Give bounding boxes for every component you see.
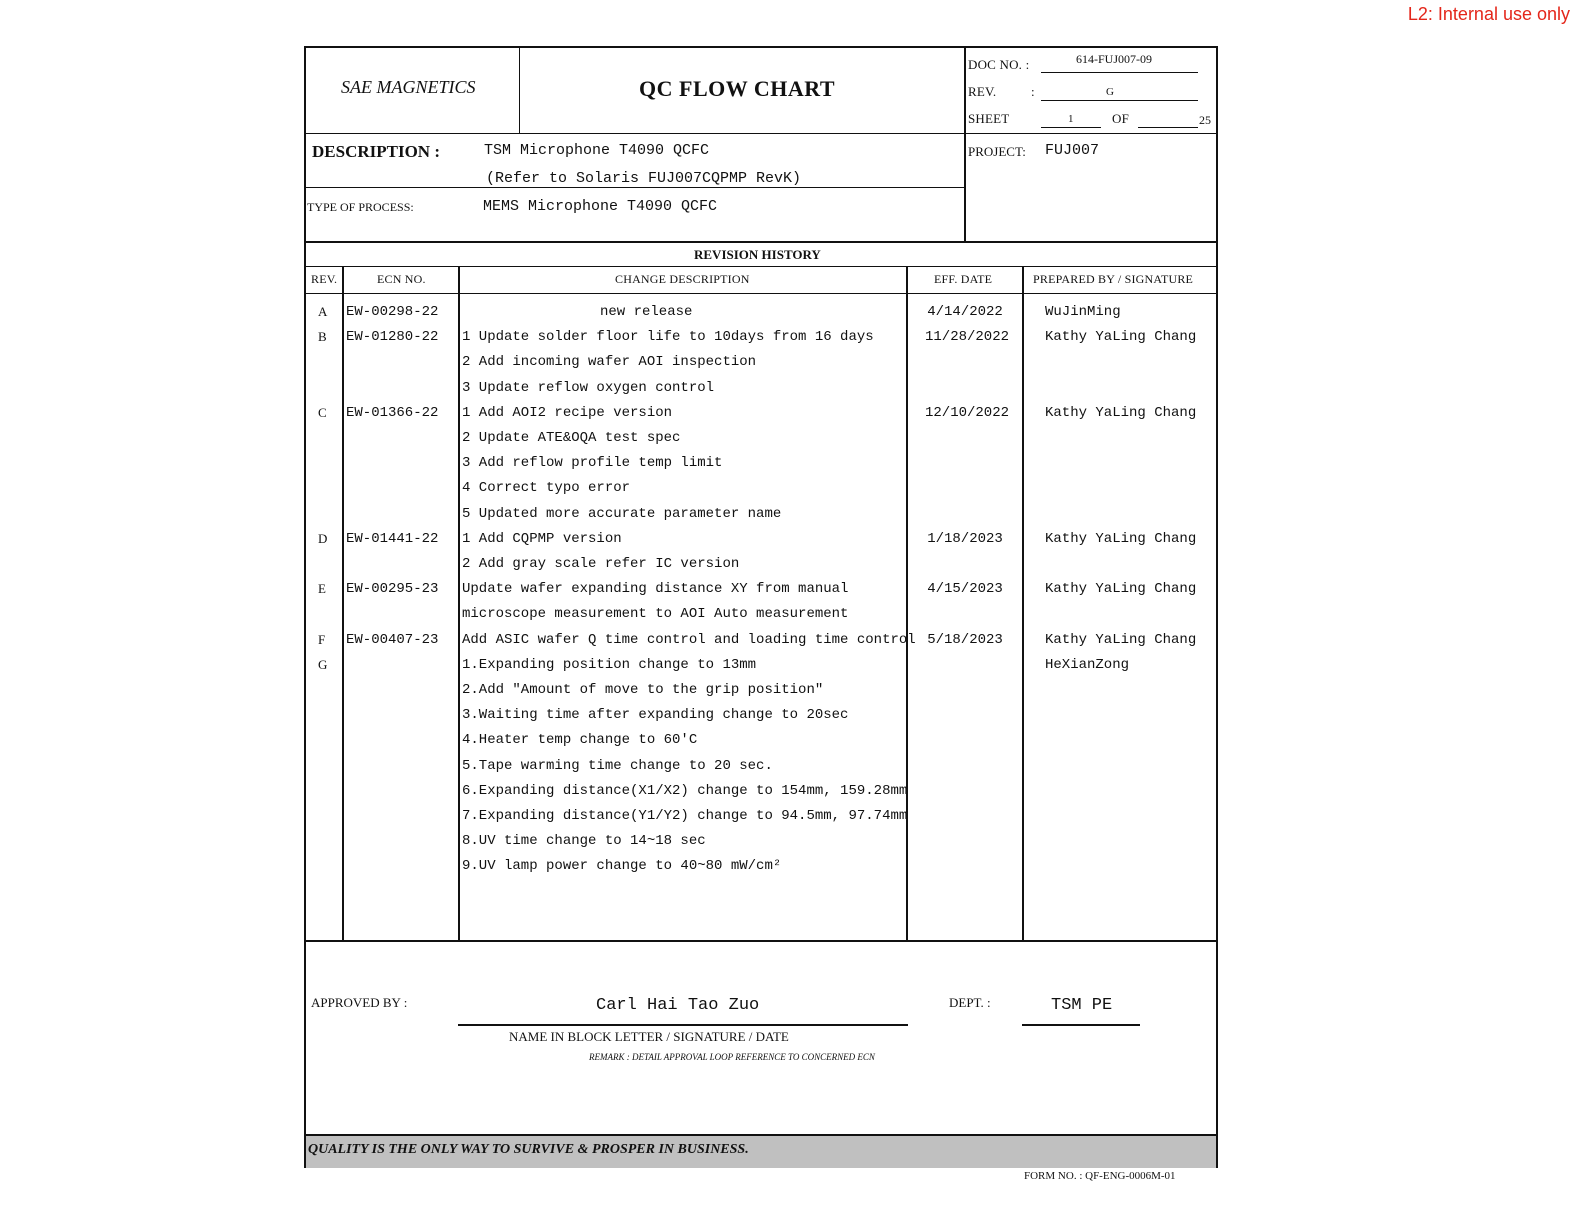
row-prepared-by: WuJinMing bbox=[1045, 304, 1121, 320]
doc-no-underline bbox=[1041, 72, 1198, 73]
header-divider-2 bbox=[964, 46, 966, 242]
col-header-prepared-by: PREPARED BY / SIGNATURE bbox=[1033, 272, 1194, 286]
description-line-1: TSM Microphone T4090 QCFC bbox=[484, 142, 710, 159]
row-change-description: 3 Update reflow oxygen control bbox=[462, 379, 715, 396]
row-ecn: EW-00407-23 bbox=[346, 631, 439, 648]
row-prepared-by: Kathy YaLing Chang bbox=[1045, 530, 1197, 547]
row-eff-date: 1/18/2023 bbox=[927, 530, 1003, 547]
row-prepared-by: HeXianZong bbox=[1045, 656, 1130, 673]
remark: REMARK : DETAIL APPROVAL LOOP REFERENCE TO CONCERNED ECN bbox=[589, 1052, 875, 1062]
col-header-rev: REV. bbox=[311, 272, 338, 286]
row-change-description: 1 Update solder floor life to 10days from 16 days bbox=[462, 329, 874, 346]
row-change-description: 1.Expanding position change to 13mm bbox=[462, 656, 757, 673]
row-change-description: new release bbox=[600, 304, 693, 320]
row-prepared-by: Kathy YaLing Chang bbox=[1045, 581, 1197, 598]
row-eff-date: 4/14/2022 bbox=[927, 304, 1003, 320]
col-header-ecn: ECN NO. bbox=[377, 272, 426, 286]
row-change-description: 5.Tape warming time change to 20 sec. bbox=[462, 757, 773, 774]
description-label: DESCRIPTION : bbox=[312, 142, 440, 161]
row-rev: A bbox=[318, 304, 328, 319]
motto-text: QUALITY IS THE ONLY WAY TO SURVIVE & PROSPER IN BUSINESS. bbox=[308, 1142, 749, 1157]
rev-colon: : bbox=[1031, 84, 1035, 99]
description-line-2: (Refer to Solaris FUJ007CQPMP RevK) bbox=[486, 170, 802, 187]
row-rev: E bbox=[318, 581, 326, 597]
row-change-description: 9.UV lamp power change to 40~80 mW/cm² bbox=[462, 858, 782, 875]
row-prepared-by: Kathy YaLing Chang bbox=[1045, 329, 1197, 346]
column-header-bottom-line bbox=[304, 293, 1218, 294]
table-bottom-line bbox=[304, 940, 1218, 942]
row-change-description: 3.Waiting time after expanding change to 20sec bbox=[462, 707, 849, 724]
row-prepared-by: Kathy YaLing Chang bbox=[1045, 404, 1197, 421]
approved-by-name: Carl Hai Tao Zuo bbox=[596, 996, 760, 1015]
col-header-change-description: CHANGE DESCRIPTION bbox=[615, 272, 750, 286]
col-line-1 bbox=[342, 266, 344, 942]
row-change-description: Add ASIC wafer Q time control and loading time control bbox=[462, 631, 916, 648]
row-rev: F bbox=[318, 631, 326, 647]
name-caption: NAME IN BLOCK LETTER / SIGNATURE / DATE bbox=[509, 1029, 789, 1044]
approved-by-underline bbox=[458, 1024, 908, 1026]
frame-right bbox=[1216, 46, 1218, 1168]
dept-value: TSM PE bbox=[1051, 996, 1113, 1015]
col-header-eff-date: EFF. DATE bbox=[934, 272, 993, 286]
dept-underline bbox=[1022, 1024, 1140, 1026]
col-line-3 bbox=[906, 266, 908, 942]
row-ecn: EW-00295-23 bbox=[346, 581, 439, 598]
row-rev: D bbox=[318, 530, 328, 546]
project-label: PROJECT: bbox=[968, 144, 1026, 159]
company-name: SAE MAGNETICS bbox=[341, 77, 476, 97]
row-change-description: Update wafer expanding distance XY from manual bbox=[462, 581, 849, 598]
row-rev: B bbox=[318, 329, 327, 345]
approved-by-label: APPROVED BY : bbox=[311, 995, 408, 1010]
doc-no-label: DOC NO. : bbox=[968, 57, 1030, 72]
row-change-description: microscope measurement to AOI Auto measurement bbox=[462, 606, 849, 623]
frame-top bbox=[304, 46, 1218, 48]
sheet-underline bbox=[1041, 127, 1101, 128]
row-eff-date: 11/28/2022 bbox=[925, 329, 1010, 346]
description-divider bbox=[304, 187, 966, 188]
row-change-description: 1 Add CQPMP version bbox=[462, 530, 622, 547]
row-change-description: 2.Add "Amount of move to the grip position" bbox=[462, 682, 824, 698]
row-change-description: 5 Updated more accurate parameter name bbox=[462, 505, 782, 522]
row-change-description: 7.Expanding distance(Y1/Y2) change to 94.5mm, 97.74mm bbox=[462, 808, 908, 824]
row-change-description: 2 Update ATE&OQA test spec bbox=[462, 430, 681, 446]
col-line-2 bbox=[458, 266, 460, 942]
row-change-description: 8.UV time change to 14~18 sec bbox=[462, 833, 706, 850]
rev-title-bottom-line bbox=[304, 266, 1218, 267]
col-line-4 bbox=[1022, 266, 1024, 942]
of-label: OF bbox=[1112, 111, 1130, 126]
row-eff-date: 5/18/2023 bbox=[927, 631, 1003, 648]
type-of-process-value: MEMS Microphone T4090 QCFC bbox=[483, 198, 718, 215]
row-change-description: 2 Add gray scale refer IC version bbox=[462, 556, 740, 572]
row-ecn: EW-00298-22 bbox=[346, 304, 439, 320]
project-value: FUJ007 bbox=[1045, 142, 1100, 159]
row-change-description: 4.Heater temp change to 60'C bbox=[462, 732, 698, 749]
row-ecn: EW-01366-22 bbox=[346, 404, 439, 421]
rev-value: G bbox=[1106, 86, 1114, 98]
document-title: QC FLOW CHART bbox=[639, 76, 836, 101]
row-eff-date: 12/10/2022 bbox=[925, 404, 1010, 421]
row-prepared-by: Kathy YaLing Chang bbox=[1045, 631, 1197, 648]
doc-no-value: 614-FUJ007-09 bbox=[1076, 52, 1153, 66]
row-change-description: 1 Add AOI2 recipe version bbox=[462, 404, 673, 421]
revision-history-title: REVISION HISTORY bbox=[694, 247, 821, 262]
header-divider-1 bbox=[519, 46, 520, 134]
row-change-description: 2 Add incoming wafer AOI inspection bbox=[462, 354, 757, 371]
dept-label: DEPT. : bbox=[949, 995, 991, 1010]
sheet-label: SHEET bbox=[968, 111, 1010, 126]
of-underline bbox=[1138, 127, 1198, 128]
rev-label: REV. bbox=[968, 84, 997, 99]
rev-underline bbox=[1041, 100, 1198, 101]
frame-left bbox=[304, 46, 306, 1168]
row-rev: G bbox=[318, 656, 328, 672]
row-change-description: 6.Expanding distance(X1/X2) change to 154mm, 159.28mm bbox=[462, 782, 908, 799]
internal-use-banner: L2: Internal use only bbox=[1407, 4, 1570, 24]
motto-band bbox=[306, 1134, 1216, 1168]
row-change-description: 4 Correct typo error bbox=[462, 480, 631, 497]
row-change-description: 3 Add reflow profile temp limit bbox=[462, 455, 723, 472]
form-number: FORM NO. : QF-ENG-0006M-01 bbox=[1024, 1170, 1176, 1182]
info-bottom-line bbox=[304, 241, 1218, 243]
row-eff-date: 4/15/2023 bbox=[927, 581, 1003, 598]
of-total: 25 bbox=[1199, 113, 1211, 127]
row-rev: C bbox=[318, 404, 327, 420]
row-ecn: EW-01280-22 bbox=[346, 329, 439, 346]
header-bottom-line bbox=[304, 133, 1218, 134]
sheet-value: 1 bbox=[1068, 113, 1074, 125]
row-ecn: EW-01441-22 bbox=[346, 530, 439, 547]
type-of-process-label: TYPE OF PROCESS: bbox=[307, 200, 414, 214]
